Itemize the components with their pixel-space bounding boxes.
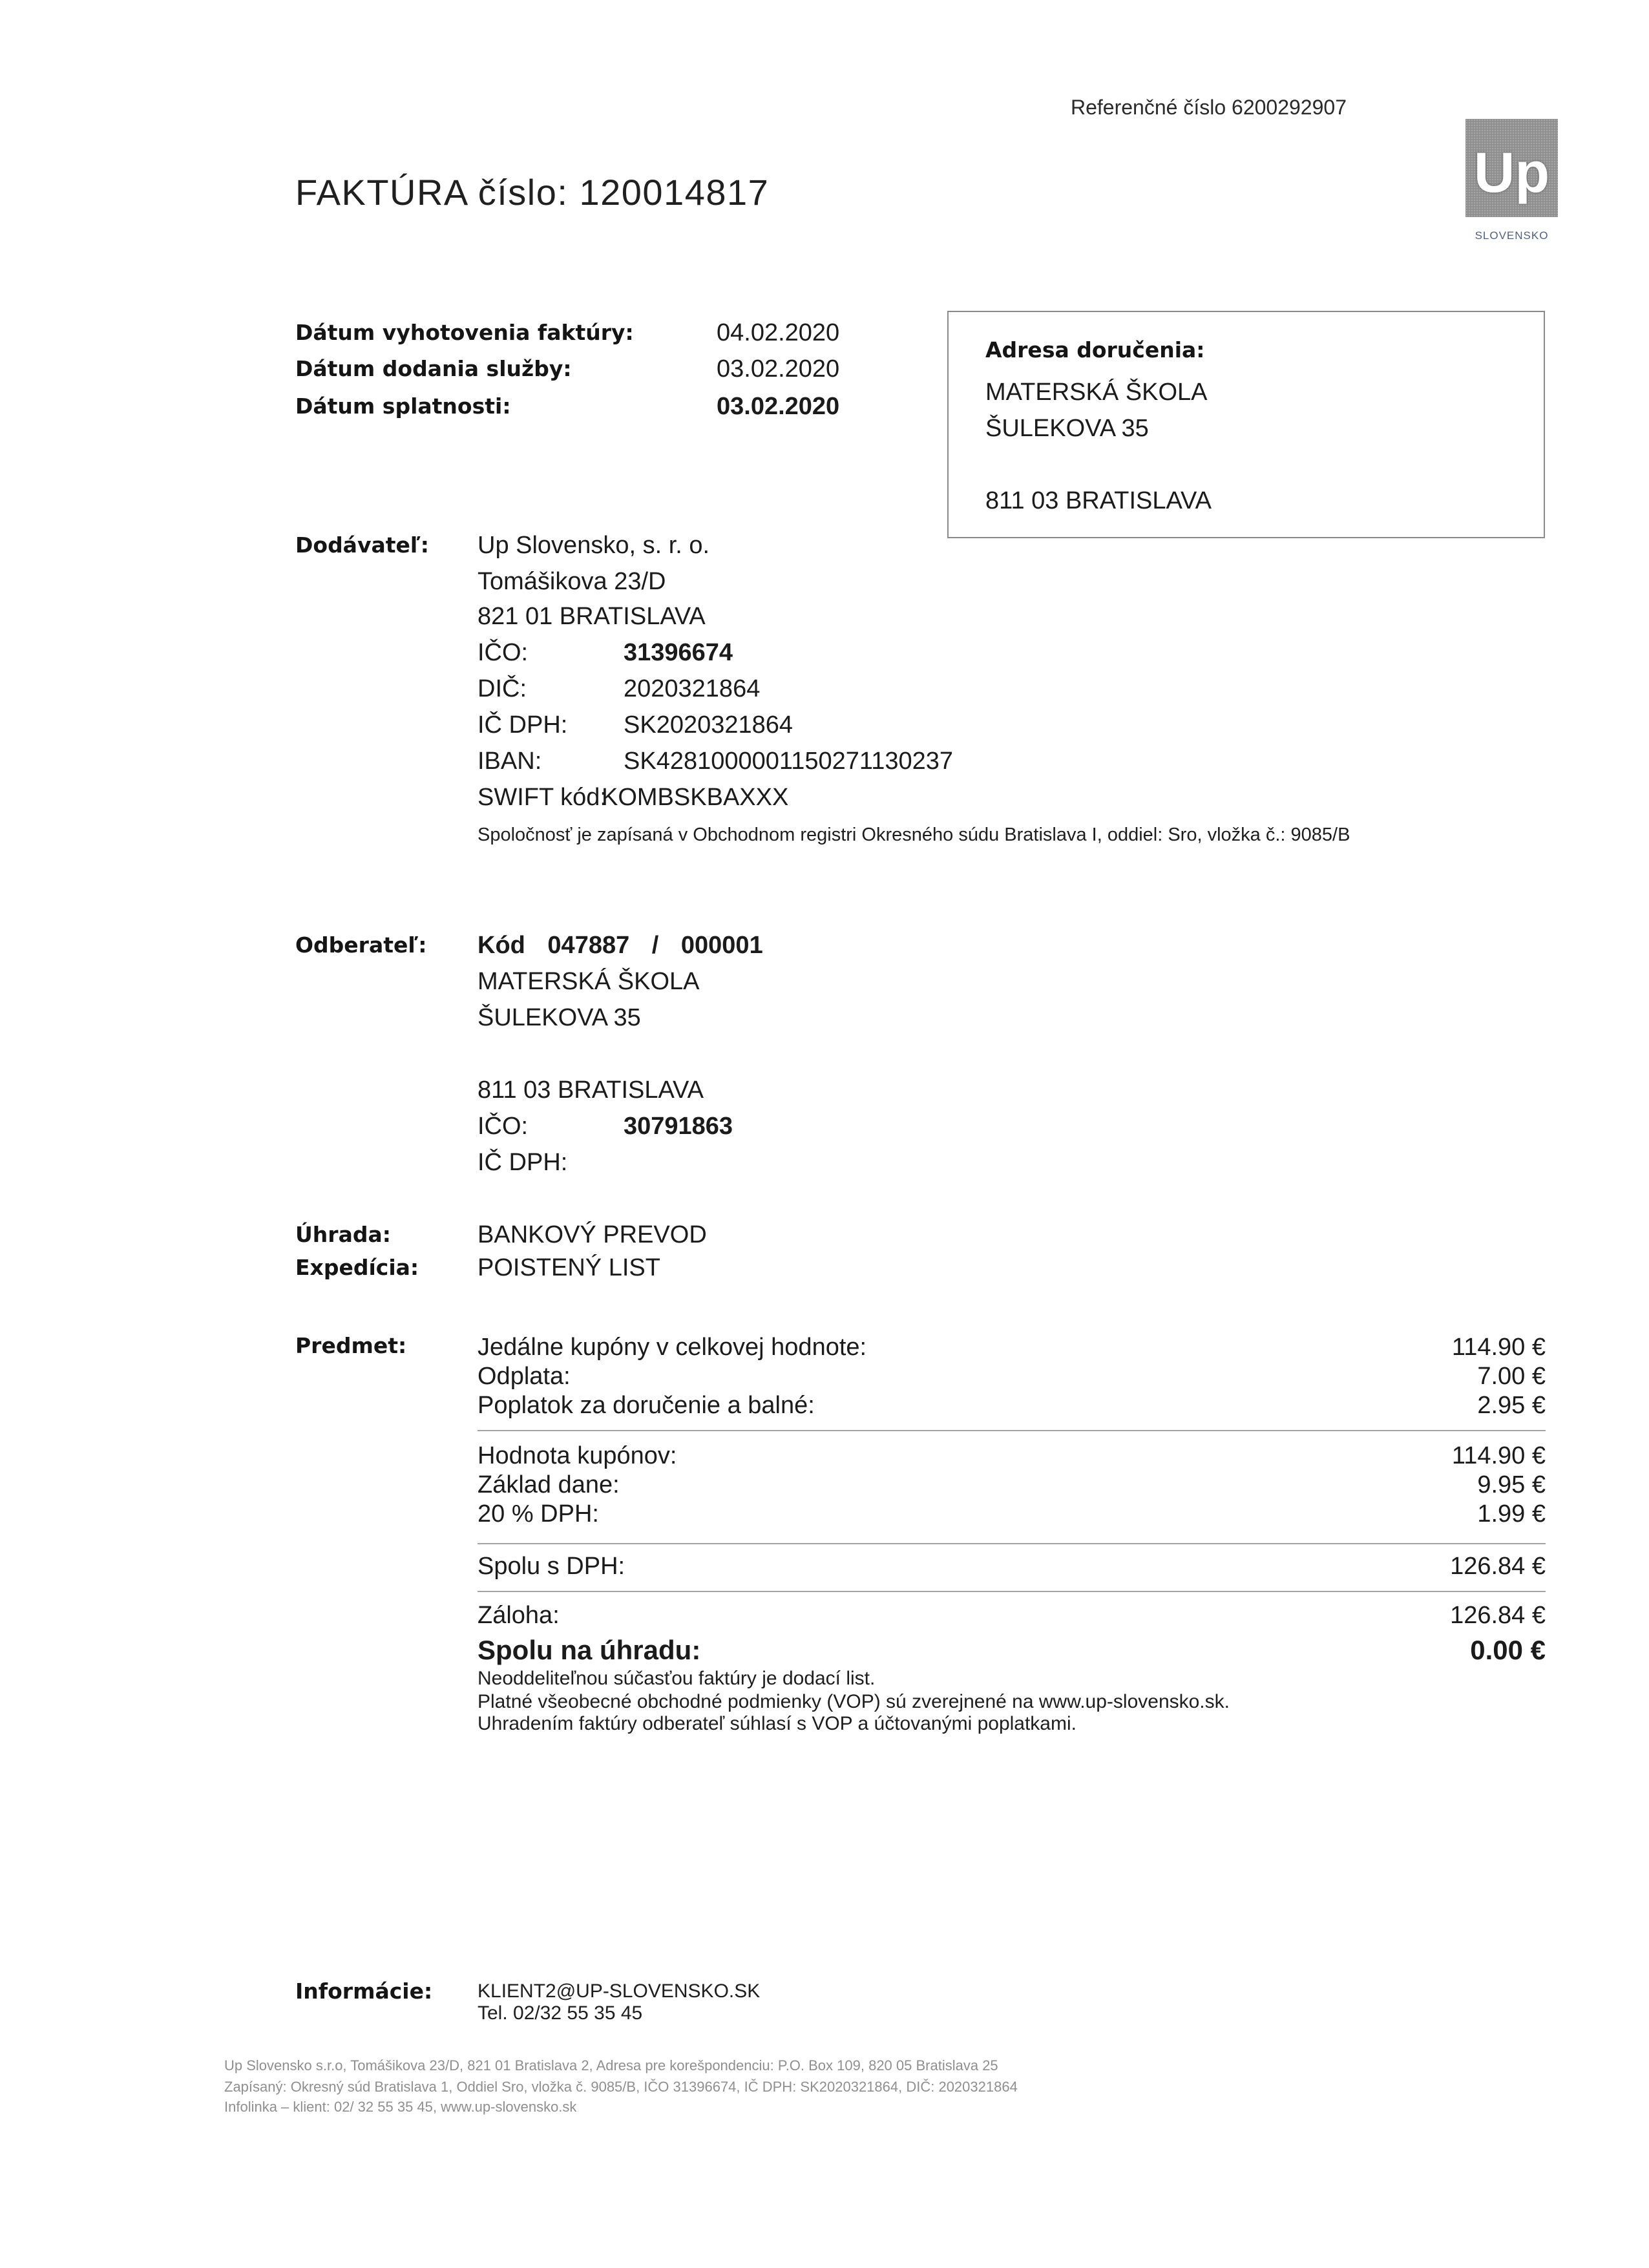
line-item-amount: 126.84 € (1450, 1602, 1546, 1629)
payment-method-label: Úhrada: (295, 1222, 391, 1247)
delivery-heading: Adresa doručenia: (985, 337, 1205, 362)
delivery-city: 811 03 BRATISLAVA (985, 487, 1212, 514)
logo-subtitle: SLOVENSKO (1475, 229, 1549, 242)
supplier-label: Dodávateľ: (295, 532, 429, 558)
supplier-swift-label: SWIFT kód: (478, 784, 607, 811)
line-item-label: Jedálne kupóny v celkovej hodnote: (478, 1334, 867, 1361)
invoice-note: Platné všeobecné obchodné podmienky (VOP) sú zverejnené na www.up-slovensko.sk. (478, 1691, 1230, 1712)
reference-number: Referenčné číslo 6200292907 (1071, 96, 1347, 119)
line-item-label: Hodnota kupónov: (478, 1442, 677, 1469)
total-due-amount: 0.00 € (1470, 1635, 1546, 1665)
line-item-amount: 114.90 € (1451, 1442, 1546, 1469)
footer-line: Infolinka – klient: 02/ 32 55 35 45, www.up-slovensko.sk (224, 2099, 577, 2115)
supplier-icdph-label: IČ DPH: (478, 711, 568, 739)
line-item-label: 20 % DPH: (478, 1500, 599, 1528)
delivery-address-box (947, 311, 1545, 538)
delivery-date-label: Dátum dodania služby: (295, 356, 572, 381)
supplier-iban-value: SK4281000001150271130237 (624, 748, 953, 775)
line-item-amount: 7.00 € (1477, 1363, 1546, 1390)
shipping-label: Expedícia: (295, 1255, 419, 1280)
due-date-label: Dátum splatnosti: (295, 394, 511, 419)
info-email: KLIENT2@UP-SLOVENSKO.SK (478, 1980, 761, 2002)
customer-street: ŠULEKOVA 35 (478, 1004, 641, 1031)
line-item-amount: 126.84 € (1450, 1553, 1546, 1580)
line-item-label: Poplatok za doručenie a balné: (478, 1392, 815, 1419)
supplier-registry-note: Spoločnosť je zapísaná v Obchodnom registri Okresného súdu Bratislava I, oddiel: Sro, vložka č.: 9085/B (478, 824, 1350, 845)
line-item-label: Spolu s DPH: (478, 1553, 625, 1580)
line-item-label: Základ dane: (478, 1471, 620, 1498)
up-logo (1465, 119, 1558, 217)
invoice-note: Neoddeliteľnou súčasťou faktúry je dodací list. (478, 1668, 876, 1689)
supplier-icdph-value: SK2020321864 (624, 711, 793, 739)
line-item-amount: 2.95 € (1477, 1392, 1546, 1419)
supplier-ico-label: IČO: (478, 639, 529, 666)
line-item-amount: 9.95 € (1477, 1471, 1546, 1498)
footer-line: Zapísaný: Okresný súd Bratislava 1, Oddiel Sro, vložka č. 9085/B, IČO 31396674, IČ DPH: SK2020321864, DIČ: 2020321864 (224, 2079, 1018, 2095)
invoice-note: Uhradením faktúry odberateľ súhlasí s VOP a účtovanými poplatkami. (478, 1713, 1077, 1734)
line-item-amount: 114.90 € (1451, 1334, 1546, 1361)
customer-ico-label: IČO: (478, 1113, 529, 1140)
footer-line: Up Slovensko s.r.o, Tomášikova 23/D, 821 01 Bratislava 2, Adresa pre korešpondenciu: P.O. Box 109, 820 05 Bratislava 25 (224, 2057, 998, 2074)
shipping-value: POISTENÝ LIST (478, 1254, 660, 1281)
customer-code: Kód 047887 / 000001 (478, 932, 763, 959)
delivery-street: ŠULEKOVA 35 (985, 415, 1149, 442)
separator-line (478, 1430, 1546, 1431)
issue-date-value: 04.02.2020 (717, 319, 840, 346)
due-date-value: 03.02.2020 (717, 393, 840, 420)
supplier-street: Tomášikova 23/D (478, 568, 666, 595)
supplier-swift-value: KOMBSKBAXXX (602, 784, 789, 811)
subject-label: Predmet: (295, 1333, 407, 1358)
customer-icdph-label: IČ DPH: (478, 1149, 568, 1176)
page-title: FAKTÚRA číslo: 120014817 (295, 172, 770, 213)
line-item-amount: 1.99 € (1477, 1500, 1546, 1528)
customer-name: MATERSKÁ ŠKOLA (478, 968, 700, 995)
delivery-date-value: 03.02.2020 (717, 355, 840, 383)
line-item-label: Záloha: (478, 1602, 560, 1629)
supplier-ico-value: 31396674 (624, 639, 733, 666)
supplier-iban-label: IBAN: (478, 748, 542, 775)
customer-city: 811 03 BRATISLAVA (478, 1076, 704, 1104)
supplier-city: 821 01 BRATISLAVA (478, 603, 706, 630)
line-item-label: Odplata: (478, 1363, 571, 1390)
logo-text: Up (1473, 140, 1550, 204)
customer-label: Odberateľ: (295, 932, 427, 958)
info-phone: Tel. 02/32 55 35 45 (478, 2002, 643, 2024)
supplier-dic-label: DIČ: (478, 675, 527, 702)
payment-method-value: BANKOVÝ PREVOD (478, 1221, 707, 1248)
issue-date-label: Dátum vyhotovenia faktúry: (295, 320, 634, 345)
delivery-name: MATERSKÁ ŠKOLA (985, 379, 1208, 406)
info-label: Informácie: (295, 1979, 433, 2004)
separator-line (478, 1543, 1546, 1544)
supplier-dic-value: 2020321864 (624, 675, 761, 702)
total-due-label: Spolu na úhradu: (478, 1635, 701, 1665)
supplier-name: Up Slovensko, s. r. o. (478, 532, 710, 559)
separator-line (478, 1591, 1546, 1592)
customer-ico-value: 30791863 (624, 1113, 733, 1140)
